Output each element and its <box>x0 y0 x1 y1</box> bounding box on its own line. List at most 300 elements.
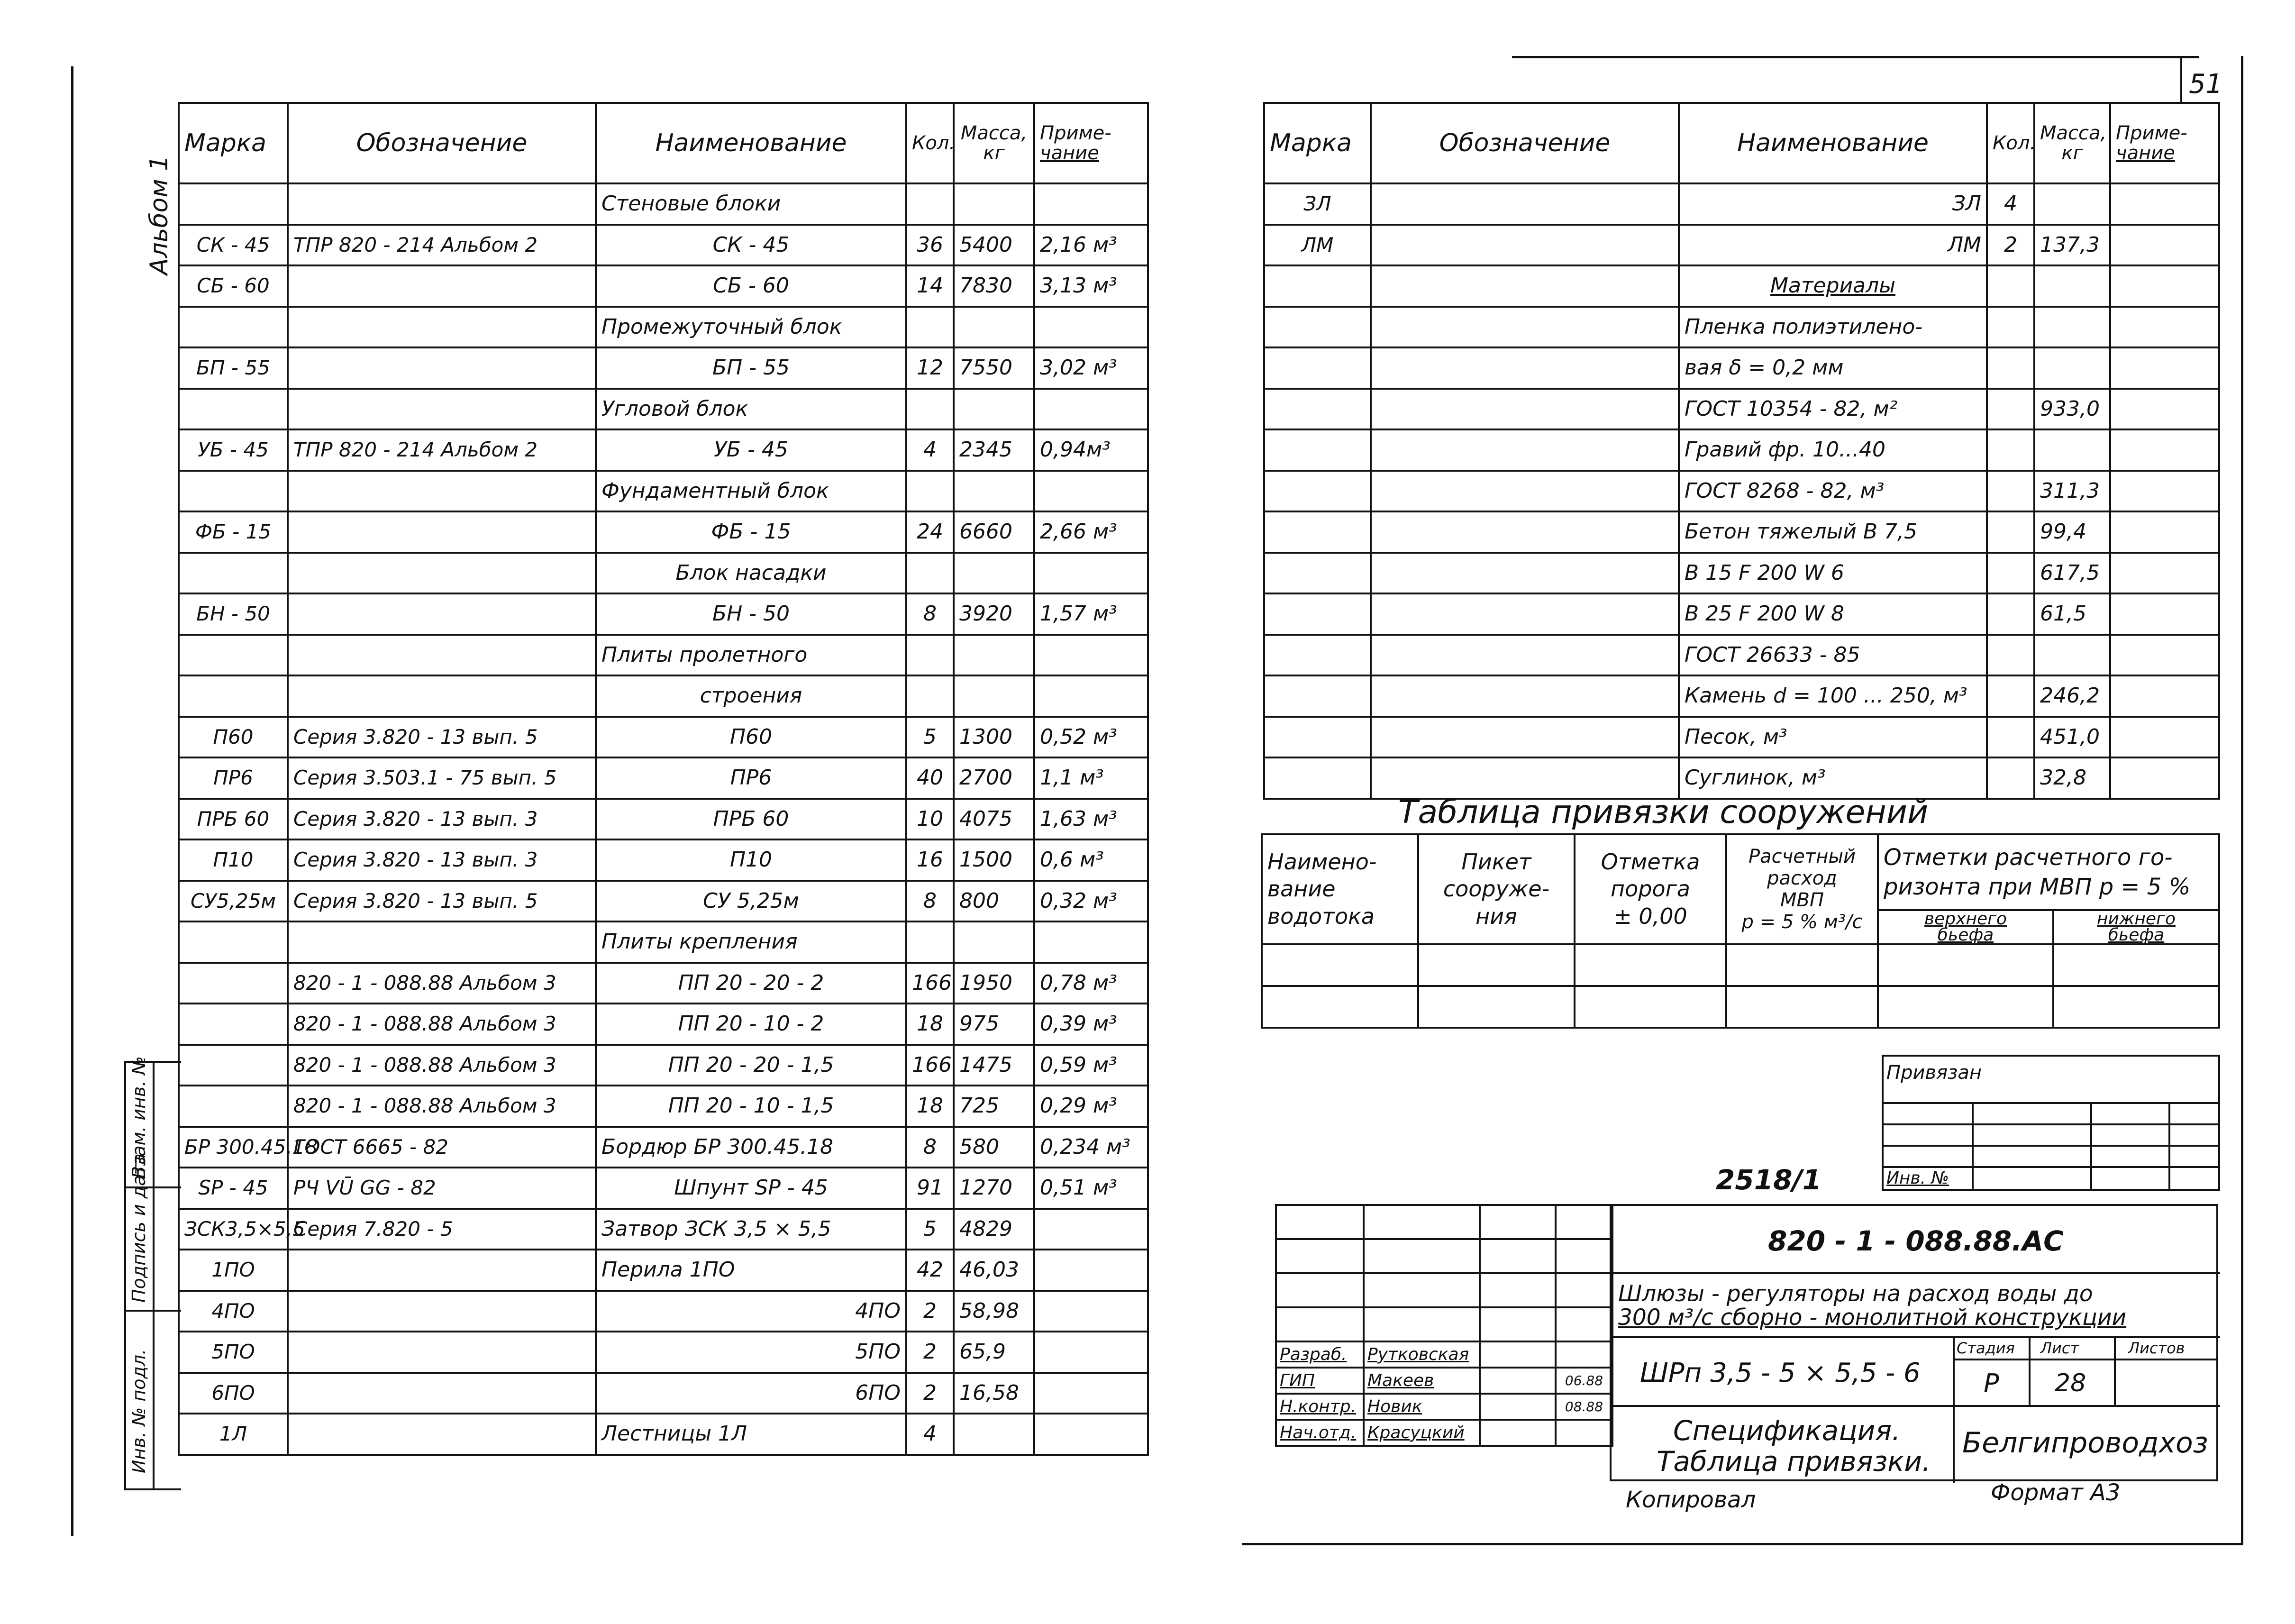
table-row <box>179 471 1148 512</box>
qty-cell <box>906 675 954 717</box>
side-inv-orig: Инв. № подл. <box>128 1349 149 1473</box>
mass-cell <box>954 307 1034 348</box>
mass-cell <box>954 471 1034 512</box>
mark-cell <box>1264 307 1371 348</box>
mass-cell <box>2034 307 2110 348</box>
mark-cell: 5ПО <box>179 1332 288 1373</box>
table-row <box>179 307 1148 348</box>
designation-cell <box>288 553 596 594</box>
name-cell: ПП 20 - 20 - 2 <box>596 963 906 1004</box>
mass-cell <box>2034 635 2110 676</box>
stamp-signature <box>1480 1420 1556 1446</box>
qty-cell: 24 <box>906 511 954 553</box>
name-cell: Стеновые блоки <box>596 183 906 225</box>
note-cell <box>2110 183 2219 225</box>
table-row <box>1264 675 2219 717</box>
table-row <box>1264 593 2219 635</box>
side-approval-strip <box>124 1056 181 1490</box>
mass-cell: 451,0 <box>2034 717 2110 758</box>
mass-cell: 6660 <box>954 511 1034 553</box>
mass-cell <box>2034 183 2110 225</box>
note-cell <box>2110 347 2219 389</box>
note-cell: 0,59 м³ <box>1034 1045 1148 1086</box>
table-row <box>179 1250 1148 1291</box>
designation-cell <box>1371 593 1679 635</box>
qty-cell: 2 <box>906 1373 954 1414</box>
note-cell: 2,66 м³ <box>1034 511 1148 553</box>
mark-cell <box>1264 717 1371 758</box>
designation-cell: 820 - 1 - 088.88 Альбом 3 <box>288 963 596 1004</box>
note-cell: 0,78 м³ <box>1034 963 1148 1004</box>
note-cell: 0,39 м³ <box>1034 1004 1148 1045</box>
table-row <box>179 635 1148 676</box>
note-cell: 0,6 м³ <box>1034 839 1148 881</box>
sheet-number-box-left <box>2180 56 2182 103</box>
mass-cell: 5400 <box>954 225 1034 266</box>
table-row <box>179 881 1148 922</box>
note-cell: 2,16 м³ <box>1034 225 1148 266</box>
stamp-signature <box>1480 1394 1556 1420</box>
designation-cell: Серия 3.503.1 - 75 вып. 5 <box>288 757 596 799</box>
mark-cell: ЗЛ <box>1264 183 1371 225</box>
name-cell: ГОСТ 26633 - 85 <box>1679 635 1987 676</box>
mark-cell <box>179 675 288 717</box>
note-cell <box>1034 1373 1148 1414</box>
stamp-project-line-1: Шлюзы - регуляторы на расход воды до <box>1618 1281 2093 1307</box>
table-row <box>1264 511 2219 553</box>
table-row <box>179 593 1148 635</box>
designation-cell <box>1371 389 1679 430</box>
note-cell <box>1034 1414 1148 1455</box>
name-cell: Пленка полиэтилено- <box>1679 307 1987 348</box>
mark-cell: ПРБ 60 <box>179 799 288 840</box>
mass-cell <box>2034 265 2110 307</box>
mass-cell: 800 <box>954 881 1034 922</box>
mark-cell: ЗСК3,5×5,5 <box>179 1209 288 1250</box>
designation-cell <box>1371 225 1679 266</box>
qty-cell: 10 <box>906 799 954 840</box>
qty-cell: 8 <box>906 1127 954 1168</box>
name-cell: ПР6 <box>596 757 906 799</box>
frame-bottom-line <box>1242 1543 2243 1545</box>
mass-cell <box>954 1414 1034 1455</box>
note-cell <box>2110 757 2219 799</box>
table-row <box>1264 225 2219 266</box>
mass-cell: 65,9 <box>954 1332 1034 1373</box>
mass-cell: 1300 <box>954 717 1034 758</box>
mass-cell <box>954 389 1034 430</box>
mark-cell: БН - 50 <box>179 593 288 635</box>
name-cell: Плиты крепления <box>596 921 906 963</box>
format-label: Формат А3 <box>1991 1479 2121 1506</box>
designation-cell <box>1371 471 1679 512</box>
mark-cell <box>179 389 288 430</box>
designation-cell <box>1371 717 1679 758</box>
designation-cell <box>288 389 596 430</box>
privyazan-label: Привязан <box>1883 1056 2219 1103</box>
qty-cell: 4 <box>906 1414 954 1455</box>
mass-cell: 1950 <box>954 963 1034 1004</box>
note-cell <box>1034 921 1148 963</box>
mass-cell: 1475 <box>954 1045 1034 1086</box>
table-row <box>179 183 1148 225</box>
note-cell: 0,29 м³ <box>1034 1086 1148 1127</box>
designation-cell <box>1371 429 1679 471</box>
table-row <box>1264 347 2219 389</box>
designation-cell <box>1371 635 1679 676</box>
name-cell: Фундаментный блок <box>596 471 906 512</box>
note-cell <box>2110 717 2219 758</box>
mark-cell <box>1264 471 1371 512</box>
designation-cell: Серия 3.820 - 13 вып. 3 <box>288 799 596 840</box>
stamp-role: Нач.отд. <box>1276 1420 1364 1446</box>
qty-cell: 5 <box>906 717 954 758</box>
qty-cell: 5 <box>906 1209 954 1250</box>
binding-lower-pool: нижнего бьефа <box>2053 910 2219 944</box>
mass-cell: 580 <box>954 1127 1034 1168</box>
name-cell: вая δ = 0,2 мм <box>1679 347 1987 389</box>
mark-cell <box>1264 429 1371 471</box>
mark-cell: П10 <box>179 839 288 881</box>
album-label: Альбом 1 <box>145 155 173 275</box>
mark-cell: ЛМ <box>1264 225 1371 266</box>
binding-upper-pool: верхнего бьефа <box>1878 910 2053 944</box>
name-cell: 4ПО <box>596 1291 906 1332</box>
frame-top-line <box>1512 56 2199 58</box>
note-cell <box>2110 225 2219 266</box>
table-row <box>1264 635 2219 676</box>
qty-cell <box>906 921 954 963</box>
qty-cell <box>906 553 954 594</box>
name-cell: Суглинок, м³ <box>1679 757 1987 799</box>
left-header-row <box>179 103 1148 183</box>
note-cell <box>1034 635 1148 676</box>
name-cell: ПП 20 - 20 - 1,5 <box>596 1045 906 1086</box>
mark-cell <box>1264 389 1371 430</box>
designation-cell <box>288 471 596 512</box>
qty-cell <box>1987 511 2034 553</box>
table-row <box>1264 389 2219 430</box>
table-row <box>1264 183 2219 225</box>
qty-cell <box>906 307 954 348</box>
table-row <box>179 1086 1148 1127</box>
table-row <box>1264 717 2219 758</box>
mass-cell: 311,3 <box>2034 471 2110 512</box>
col-designation-header-right: Обозначение <box>1371 103 1679 183</box>
stamp-date <box>1556 1420 1612 1446</box>
table-row <box>1264 553 2219 594</box>
mark-cell <box>1264 553 1371 594</box>
table-row <box>179 717 1148 758</box>
stamp-signature <box>1480 1341 1556 1368</box>
binding-col-watercourse: Наимено- вание водотока <box>1262 834 1418 944</box>
binding-table-title: Таблица привязки сооружений <box>1398 794 1929 831</box>
binding-col-picket: Пикет сооруже- ния <box>1418 834 1575 944</box>
name-cell: ЗЛ <box>1679 183 1987 225</box>
col-note-header: Приме- чание <box>1034 103 1148 183</box>
name-cell: СБ - 60 <box>596 265 906 307</box>
mass-cell <box>954 553 1034 594</box>
designation-cell <box>288 1332 596 1373</box>
mass-cell: 7830 <box>954 265 1034 307</box>
mass-cell: 2700 <box>954 757 1034 799</box>
designation-cell: Серия 3.820 - 13 вып. 3 <box>288 839 596 881</box>
name-cell: Плиты пролетного <box>596 635 906 676</box>
mass-cell: 32,8 <box>2034 757 2110 799</box>
note-cell: 1,1 м³ <box>1034 757 1148 799</box>
col-designation-header: Обозначение <box>288 103 596 183</box>
note-cell <box>2110 511 2219 553</box>
mass-cell: 58,98 <box>954 1291 1034 1332</box>
name-cell: Материалы <box>1679 265 1987 307</box>
stamp-role-row <box>1276 1420 1612 1446</box>
name-cell: Песок, м³ <box>1679 717 1987 758</box>
qty-cell: 16 <box>906 839 954 881</box>
mark-cell <box>179 921 288 963</box>
designation-cell: ТПР 820 - 214 Альбом 2 <box>288 429 596 471</box>
col-mark-header-right: Марка <box>1264 103 1371 183</box>
sheet-number: 51 <box>2189 69 2223 100</box>
col-note-header-right: Приме- чание <box>2110 103 2219 183</box>
mark-cell: БП - 55 <box>179 347 288 389</box>
copied-label: Копировал <box>1626 1487 1756 1513</box>
side-sign-date: Подпись и дата <box>128 1153 149 1303</box>
mark-cell <box>1264 593 1371 635</box>
binding-row <box>1262 944 2219 986</box>
note-cell <box>1034 1209 1148 1250</box>
designation-cell <box>288 347 596 389</box>
mass-cell: 1500 <box>954 839 1034 881</box>
mark-cell: 6ПО <box>179 1373 288 1414</box>
note-cell: 1,63 м³ <box>1034 799 1148 840</box>
binding-col-threshold: Отметка порога ± 0,00 <box>1575 834 1726 944</box>
note-cell: 0,52 м³ <box>1034 717 1148 758</box>
qty-cell: 8 <box>906 881 954 922</box>
col-qty-header-right: Кол. <box>1987 103 2034 183</box>
stamp-role: Н.контр. <box>1276 1394 1364 1420</box>
note-cell <box>2110 429 2219 471</box>
note-cell <box>2110 593 2219 635</box>
designation-cell <box>288 675 596 717</box>
note-cell <box>1034 1332 1148 1373</box>
note-cell: 3,02 м³ <box>1034 347 1148 389</box>
designation-cell: Серия 3.820 - 13 вып. 5 <box>288 881 596 922</box>
mass-cell: 4075 <box>954 799 1034 840</box>
note-cell: 0,234 м³ <box>1034 1127 1148 1168</box>
mass-cell: 7550 <box>954 347 1034 389</box>
mark-cell <box>179 307 288 348</box>
table-row <box>1264 429 2219 471</box>
mass-cell <box>954 635 1034 676</box>
designation-cell <box>288 593 596 635</box>
note-cell <box>1034 553 1148 594</box>
mark-cell <box>179 635 288 676</box>
table-row <box>179 921 1148 963</box>
qty-cell: 2 <box>906 1291 954 1332</box>
designation-cell <box>1371 265 1679 307</box>
qty-cell: 91 <box>906 1168 954 1209</box>
mark-cell: СУ5,25м <box>179 881 288 922</box>
name-cell: БН - 50 <box>596 593 906 635</box>
stamp-project-line-2: 300 м³/с сборно - монолитной конструкции <box>1618 1305 2127 1331</box>
note-cell <box>1034 307 1148 348</box>
table-row <box>179 389 1148 430</box>
table-row <box>179 1291 1148 1332</box>
designation-cell <box>1371 183 1679 225</box>
name-cell: В 15 F 200 W 6 <box>1679 553 1987 594</box>
mark-cell: ФБ - 15 <box>179 511 288 553</box>
mass-cell: 46,03 <box>954 1250 1034 1291</box>
mark-cell <box>179 183 288 225</box>
designation-cell <box>288 921 596 963</box>
note-cell: 1,57 м³ <box>1034 593 1148 635</box>
note-cell <box>1034 471 1148 512</box>
name-cell: Шпунт SP - 45 <box>596 1168 906 1209</box>
designation-cell: ТПР 820 - 214 Альбом 2 <box>288 225 596 266</box>
stamp-sheets-header: Листов <box>2128 1339 2185 1357</box>
table-row <box>179 839 1148 881</box>
table-row <box>179 347 1148 389</box>
name-cell: В 25 F 200 W 8 <box>1679 593 1987 635</box>
mark-cell: 1ПО <box>179 1250 288 1291</box>
stamp-date: 08.88 <box>1556 1394 1612 1420</box>
table-row <box>179 1045 1148 1086</box>
table-row <box>179 1373 1148 1414</box>
qty-cell <box>1987 757 2034 799</box>
qty-cell: 2 <box>906 1332 954 1373</box>
qty-cell: 12 <box>906 347 954 389</box>
stamp-role: Разраб. <box>1276 1341 1364 1368</box>
frame-right-line <box>2241 56 2243 1544</box>
note-cell <box>2110 553 2219 594</box>
designation-cell <box>1371 757 1679 799</box>
col-qty-header: Кол. <box>906 103 954 183</box>
qty-cell: 166 <box>906 1045 954 1086</box>
name-cell: ГОСТ 10354 - 82, м² <box>1679 389 1987 430</box>
table-row <box>179 1168 1148 1209</box>
designation-cell <box>288 1250 596 1291</box>
stamp-main <box>1610 1204 2218 1481</box>
note-cell <box>1034 1250 1148 1291</box>
qty-cell: 166 <box>906 963 954 1004</box>
table-row <box>179 1004 1148 1045</box>
designation-cell: 820 - 1 - 088.88 Альбом 3 <box>288 1045 596 1086</box>
qty-cell <box>906 389 954 430</box>
table-row <box>179 1332 1148 1373</box>
mass-cell: 725 <box>954 1086 1034 1127</box>
privyazan-block <box>1882 1055 2220 1191</box>
table-row <box>179 1414 1148 1455</box>
designation-cell <box>288 511 596 553</box>
name-cell: Лестницы 1Л <box>596 1414 906 1455</box>
mass-cell <box>954 183 1034 225</box>
stamp-signature <box>1480 1368 1556 1394</box>
designation-cell <box>288 1414 596 1455</box>
designation-cell <box>1371 307 1679 348</box>
designation-cell <box>288 1373 596 1414</box>
stamp-person: Макеев <box>1364 1368 1480 1394</box>
frame-left-line <box>71 66 73 1536</box>
mass-cell: 975 <box>954 1004 1034 1045</box>
name-cell: Блок насадки <box>596 553 906 594</box>
binding-col-horizon: Отметки расчетного го- ризонта при МВП р = 5 % <box>1878 834 2219 910</box>
qty-cell <box>906 183 954 225</box>
signature-grid <box>1275 1204 1613 1447</box>
mark-cell <box>1264 347 1371 389</box>
mark-cell <box>1264 511 1371 553</box>
designation-cell: Серия 3.820 - 13 вып. 5 <box>288 717 596 758</box>
stamp-doc-line-2: Таблица привязки. <box>1657 1445 1931 1478</box>
stamp-org: Белгипроводхоз <box>1962 1426 2208 1460</box>
name-cell: строения <box>596 675 906 717</box>
qty-cell: 2 <box>1987 225 2034 266</box>
name-cell: Камень d = 100 ... 250, м³ <box>1679 675 1987 717</box>
title-stamp <box>1275 1204 2218 1481</box>
qty-cell <box>906 471 954 512</box>
mark-cell: ПР6 <box>179 757 288 799</box>
side-inv-instead: Взам. инв. № <box>128 1056 149 1178</box>
handwritten-number: 2518/1 <box>1716 1164 1821 1196</box>
mass-cell <box>954 675 1034 717</box>
designation-cell: ГОСТ 6665 - 82 <box>288 1127 596 1168</box>
name-cell: ПП 20 - 10 - 2 <box>596 1004 906 1045</box>
qty-cell <box>1987 429 2034 471</box>
qty-cell: 36 <box>906 225 954 266</box>
name-cell: БП - 55 <box>596 347 906 389</box>
designation-cell <box>288 183 596 225</box>
designation-cell <box>1371 675 1679 717</box>
mark-cell <box>1264 265 1371 307</box>
stamp-sheet: 28 <box>2055 1369 2086 1397</box>
mark-cell <box>179 471 288 512</box>
mass-cell: 617,5 <box>2034 553 2110 594</box>
name-cell: ПП 20 - 10 - 1,5 <box>596 1086 906 1127</box>
stamp-role-row <box>1276 1394 1612 1420</box>
name-cell: УБ - 45 <box>596 429 906 471</box>
designation-cell <box>288 635 596 676</box>
designation-cell: 820 - 1 - 088.88 Альбом 3 <box>288 1086 596 1127</box>
stamp-object: ШРп 3,5 - 5 × 5,5 - 6 <box>1640 1358 1921 1388</box>
note-cell <box>1034 675 1148 717</box>
col-mass-header-right: Масса, кг <box>2034 103 2110 183</box>
table-row <box>179 675 1148 717</box>
name-cell: ГОСТ 8268 - 82, м³ <box>1679 471 1987 512</box>
name-cell: Перила 1ПО <box>596 1250 906 1291</box>
note-cell <box>1034 389 1148 430</box>
col-name-header: Наименование <box>596 103 906 183</box>
note-cell: 0,32 м³ <box>1034 881 1148 922</box>
mark-cell <box>179 963 288 1004</box>
qty-cell: 4 <box>1987 183 2034 225</box>
mass-cell: 933,0 <box>2034 389 2110 430</box>
right-spec-table <box>1263 102 2220 800</box>
stamp-doc-line-1: Спецификация. <box>1673 1414 1901 1447</box>
mass-cell: 4829 <box>954 1209 1034 1250</box>
qty-cell <box>1987 307 2034 348</box>
mark-cell <box>179 1045 288 1086</box>
name-cell: 6ПО <box>596 1373 906 1414</box>
qty-cell: 14 <box>906 265 954 307</box>
mark-cell: СБ - 60 <box>179 265 288 307</box>
qty-cell: 4 <box>906 429 954 471</box>
mass-cell: 246,2 <box>2034 675 2110 717</box>
table-row <box>179 265 1148 307</box>
qty-cell: 18 <box>906 1086 954 1127</box>
mass-cell: 137,3 <box>2034 225 2110 266</box>
qty-cell <box>1987 717 2034 758</box>
mark-cell <box>1264 675 1371 717</box>
mark-cell: 4ПО <box>179 1291 288 1332</box>
